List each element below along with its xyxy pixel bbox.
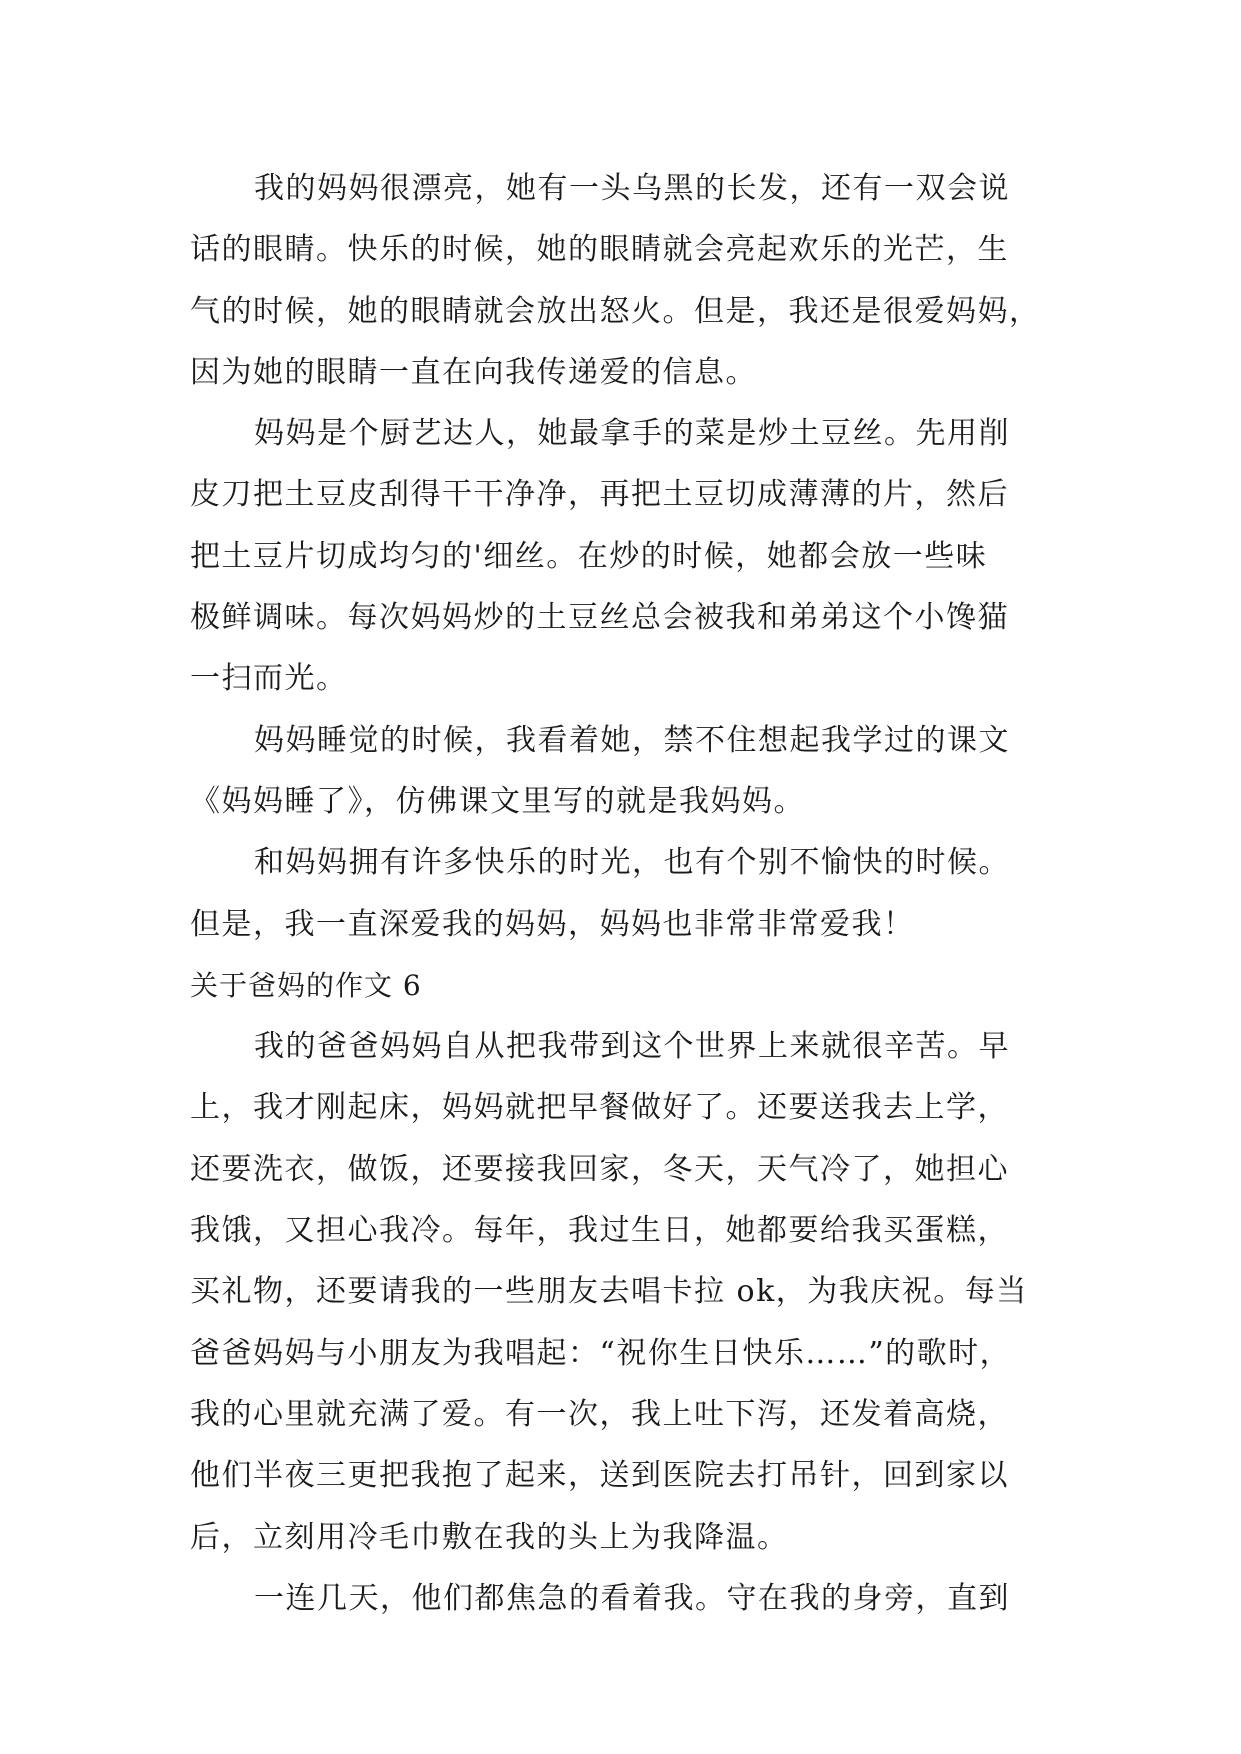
text-line: 因为她的眼睛一直在向我传递爱的信息。	[190, 354, 757, 390]
document-body	[190, 158, 1050, 1629]
text-line: 他们半夜三更把我抱了起来，送到医院去打吊针，回到家以	[190, 1458, 1009, 1494]
text-line: 妈妈睡觉的时候，我看着她，禁不住想起我学过的课文	[254, 722, 1010, 758]
text-line: 后，立刻用冷毛巾敷在我的头上为我降温。	[190, 1519, 789, 1555]
text-line: 气的时候，她的眼睛就会放出怒火。但是，我还是很爱妈妈，	[190, 293, 1041, 329]
section-heading: 关于爸妈的作文 6	[190, 968, 422, 1002]
text-line: 和妈妈拥有许多快乐的时光，也有个别不愉快的时候。	[254, 845, 1010, 881]
text-line: 我饿，又担心我冷。每年，我过生日，她都要给我买蛋糕，	[190, 1213, 1009, 1249]
text-line: 我的妈妈很漂亮，她有一头乌黑的长发，还有一双会说	[254, 171, 1010, 206]
text-line: 我的心里就充满了爱。有一次，我上吐下泻，还发着高烧，	[190, 1396, 1009, 1432]
text-line: 话的眼睛。快乐的时候，她的眼睛就会亮起欢乐的光芒，生	[190, 232, 1009, 268]
text-line: 一连几天，他们都焦急的看着我。守在我的身旁，直到	[254, 1580, 1010, 1616]
text-line: 把土豆片切成均匀的'细丝。在炒的时候，她都会放一些味	[190, 538, 988, 574]
text-line: 皮刀把土豆皮刮得干干净净，再把土豆切成薄薄的片，然后	[190, 477, 1009, 513]
text-line: 极鲜调味。每次妈妈炒的土豆丝总会被我和弟弟这个小馋猫	[190, 600, 1009, 636]
text-line: 妈妈是个厨艺达人，她最拿手的菜是炒土豆丝。先用削	[254, 416, 1010, 452]
text-line: 上，我才刚起床，妈妈就把早餐做好了。还要送我去上学，	[190, 1090, 1009, 1126]
text-line: 爸爸妈妈与小朋友为我唱起：“祝你生日快乐……”的歌时，	[190, 1335, 1012, 1371]
text-line: 还要洗衣，做饭，还要接我回家，冬天，天气冷了，她担心	[190, 1151, 1009, 1187]
text-line: 但是，我一直深爱我的妈妈，妈妈也非常非常爱我！	[190, 906, 915, 942]
text-line: 买礼物，还要请我的一些朋友去唱卡拉 ok，为我庆祝。每当	[190, 1274, 1028, 1310]
text-line: 《妈妈睡了》，仿佛课文里写的就是我妈妈。	[190, 783, 805, 819]
text-line: 一扫而光。	[190, 661, 348, 697]
text-line: 我的爸爸妈妈自从把我带到这个世界上来就很辛苦。早	[254, 1029, 1010, 1065]
